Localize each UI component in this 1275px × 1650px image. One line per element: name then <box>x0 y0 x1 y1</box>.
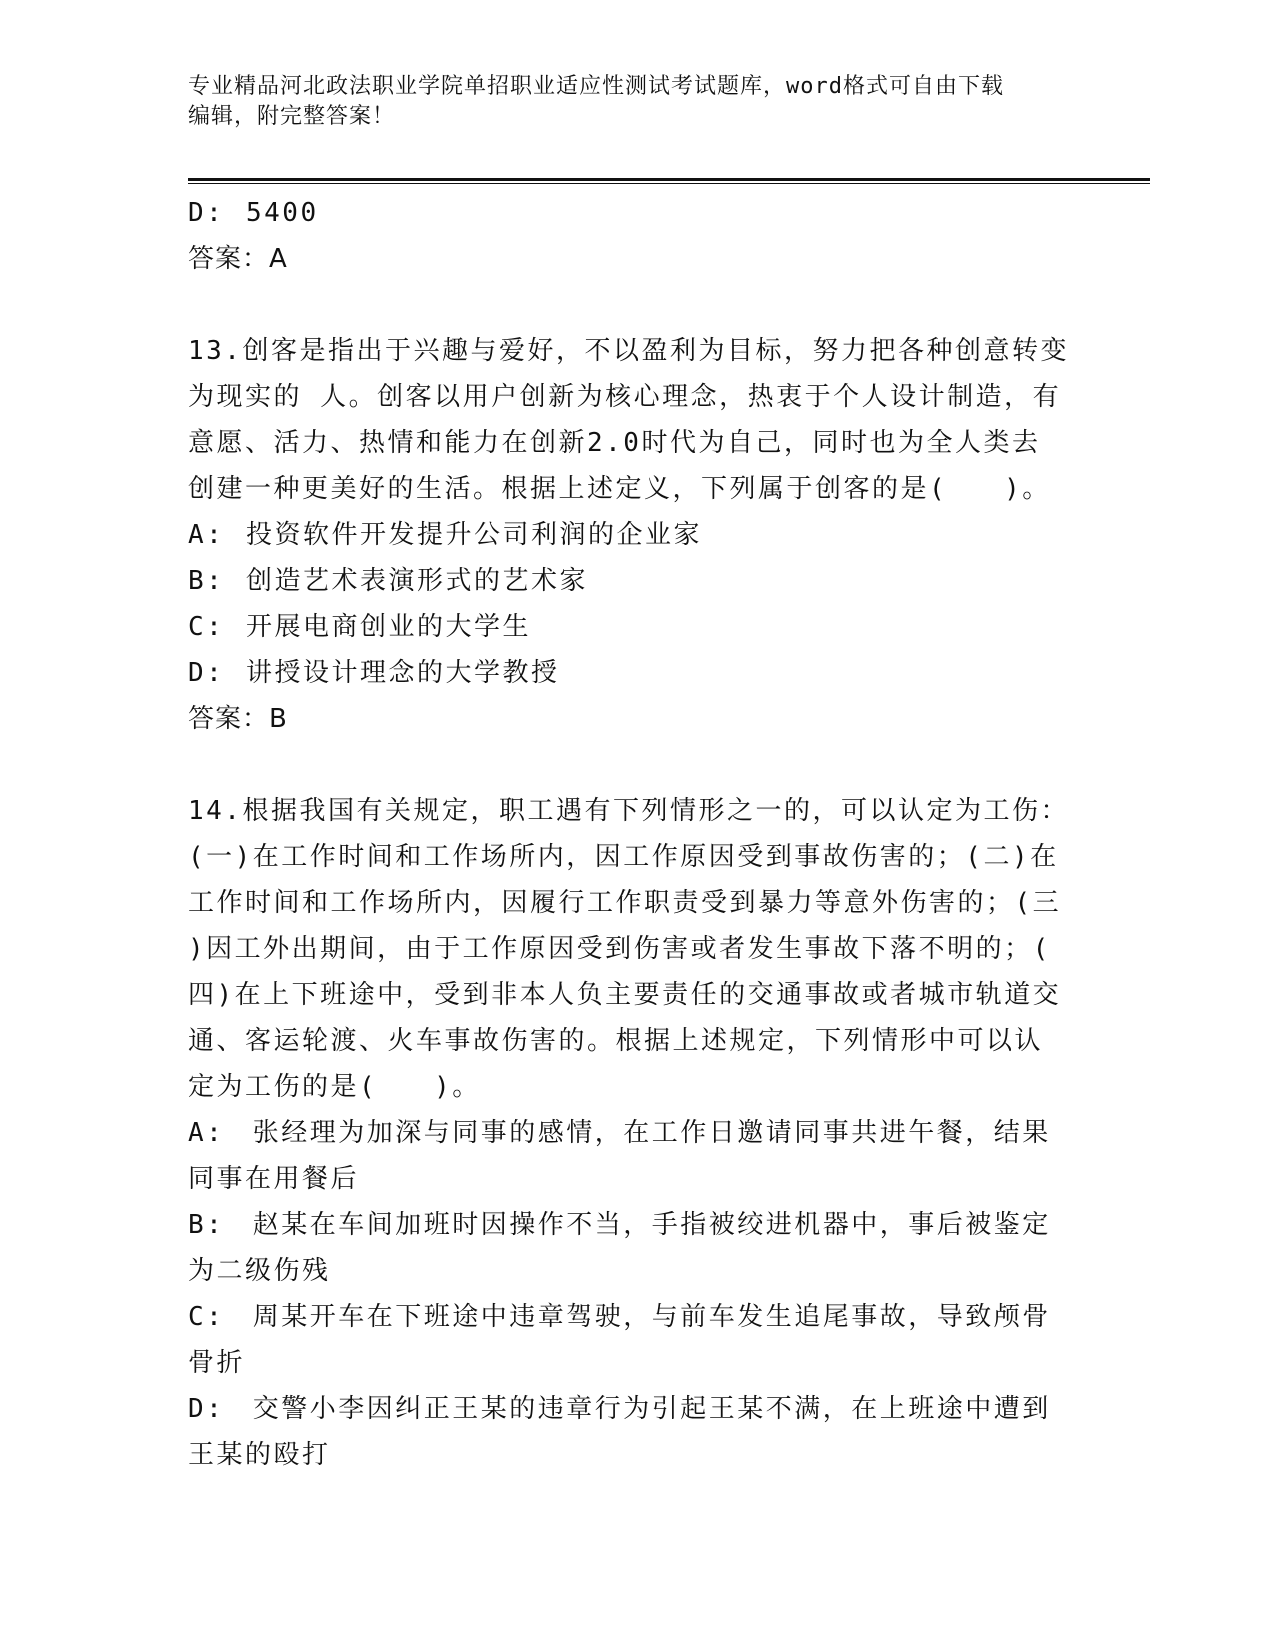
option-key: C: <box>188 612 225 642</box>
question-14-line: 14.根据我国有关规定，职工遇有下列情形之一的，可以认定为工伤： <box>188 796 1069 826</box>
question-14-option-a <box>188 1110 1078 1202</box>
option-text: 讲授设计理念的大学教授 <box>246 658 560 688</box>
question-14 <box>188 788 1078 1478</box>
option-text-line: 同事在用餐后 <box>188 1164 360 1194</box>
question-13-line: 为现实的 人。创客以用户创新为核心理念，热衷于个人设计制造，有 <box>188 382 1062 412</box>
question-13 <box>188 328 1078 742</box>
option-text: 投资软件开发提升公司利润的企业家 <box>246 520 703 550</box>
question-14-option-d <box>188 1386 1078 1478</box>
question-14-option-c <box>188 1294 1078 1386</box>
question-14-line: 四)在上下班途中，受到非本人负主要责任的交通事故或者城市轨道交 <box>188 980 1062 1010</box>
question-13-option-a <box>188 512 1078 558</box>
option-key: D: <box>188 658 225 688</box>
prev-option-d <box>188 190 1078 236</box>
option-key: A: <box>188 520 225 550</box>
header-divider-thick <box>188 178 1150 181</box>
option-key: B: <box>188 566 225 596</box>
question-13-line: 意愿、活力、热情和能力在创新2.0时代为自己，同时也为全人类去 <box>188 428 1041 458</box>
spacer <box>188 282 1078 328</box>
question-14-line: 定为工伤的是( )。 <box>188 1072 481 1102</box>
question-13-answer: 答案：B <box>188 704 288 734</box>
option-text: 5400 <box>246 198 319 228</box>
prev-answer: 答案：A <box>188 244 288 274</box>
option-text: 开展电商创业的大学生 <box>246 612 532 642</box>
option-text: 创造艺术表演形式的艺术家 <box>246 566 589 596</box>
question-13-option-b <box>188 558 1078 604</box>
header-line-1: 专业精品河北政法职业学院单招职业适应性测试考试题库，word格式可自由下载 <box>188 74 1004 99</box>
document-header <box>188 72 1068 132</box>
question-14-line: )因工外出期间，由于工作原因受到伤害或者发生事故下落不明的；( <box>188 934 1051 964</box>
option-text-line: A: 张经理为加深与同事的感情，在工作日邀请同事共进午餐，结果 <box>188 1118 1051 1148</box>
option-text-line: 为二级伤残 <box>188 1256 331 1286</box>
question-13-option-c <box>188 604 1078 650</box>
question-14-line: 工作时间和工作场所内，因履行工作职责受到暴力等意外伤害的；(三 <box>188 888 1062 918</box>
option-text-line: B: 赵某在车间加班时因操作不当，手指被绞进机器中，事后被鉴定 <box>188 1210 1051 1240</box>
question-13-option-d <box>188 650 1078 696</box>
question-14-option-b <box>188 1202 1078 1294</box>
question-13-line: 创建一种更美好的生活。根据上述定义，下列属于创客的是( )。 <box>188 474 1051 504</box>
option-text-line: 王某的殴打 <box>188 1440 331 1470</box>
header-line-2: 编辑，附完整答案！ <box>188 104 396 129</box>
option-text-line: C: 周某开车在下班途中违章驾驶，与前车发生追尾事故，导致颅骨 <box>188 1302 1051 1332</box>
question-13-line: 13.创客是指出于兴趣与爱好，不以盈利为目标，努力把各种创意转变 <box>188 336 1069 366</box>
header-divider-thin <box>188 183 1150 184</box>
document-body <box>188 190 1078 1478</box>
option-key: D: <box>188 198 225 228</box>
question-14-line: (一)在工作时间和工作场所内，因工作原因受到事故伤害的；(二)在 <box>188 842 1059 872</box>
question-14-line: 通、客运轮渡、火车事故伤害的。根据上述规定，下列情形中可以认 <box>188 1026 1044 1056</box>
spacer <box>188 742 1078 788</box>
option-text-line: D: 交警小李因纠正王某的违章行为引起王某不满，在上班途中遭到 <box>188 1394 1051 1424</box>
option-text-line: 骨折 <box>188 1348 246 1378</box>
